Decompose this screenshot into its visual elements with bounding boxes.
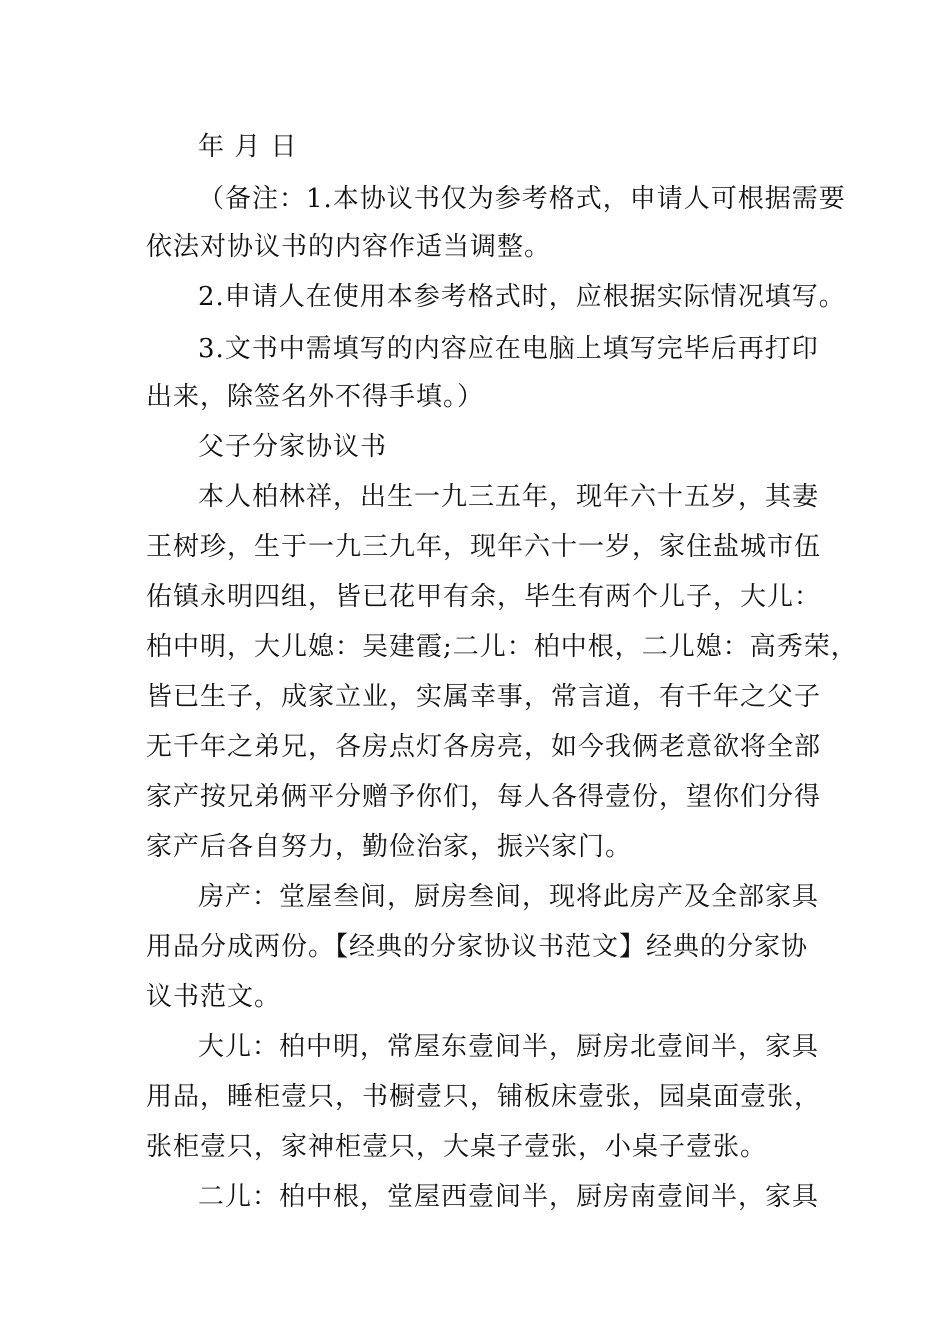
elder-son-line-1: 大儿：柏中明，常屋东壹间半，厨房北壹间半，家具 <box>198 1032 820 1062</box>
note-line-5: 出来，除签名外不得手填。） <box>146 382 485 412</box>
elder-son-line-3: 张柜壹只，家神柜壹只，大桌子壹张，小桌子壹张。 <box>146 1132 768 1162</box>
intro-line-7: 家产按兄弟俩平分赠予你们，每人各得壹份，望你们分得 <box>146 782 822 812</box>
date-line: 年 月 日 <box>198 132 298 162</box>
intro-line-6: 无千年之弟兄，各房点灯各房亮，如今我俩老意欲将全部 <box>146 732 822 762</box>
agreement-title: 父子分家协议书 <box>198 432 388 462</box>
intro-line-4: 柏中明，大儿媳：吴建霞;二儿：柏中根，二儿媳：高秀荣， <box>146 632 858 662</box>
note-line-4: 3.文书中需填写的内容应在电脑上填写完毕后再打印 <box>198 334 819 364</box>
intro-line-1: 本人柏林祥，出生一九三五年，现年六十五岁，其妻 <box>198 482 820 512</box>
note-line-2: 依法对协议书的内容作适当调整。 <box>146 232 552 262</box>
younger-son-line-1: 二儿：柏中根，堂屋西壹间半，厨房南壹间半，家具 <box>198 1182 820 1212</box>
elder-son-line-2: 用品，睡柜壹只，书橱壹只，铺板床壹张，园桌面壹张， <box>146 1082 822 1112</box>
intro-line-2: 王树珍，生于一九三九年，现年六十一岁，家住盐城市伍 <box>146 532 822 562</box>
note-line-3: 2.申请人在使用本参考格式时，应根据实际情况填写。 <box>198 282 846 312</box>
note-line-1: （备注：1.本协议书仅为参考格式，申请人可根据需要 <box>198 184 846 214</box>
intro-line-3: 佑镇永明四组，皆已花甲有余，毕生有两个儿子，大儿： <box>146 582 822 612</box>
property-line-1: 房产：堂屋叁间，厨房叁间，现将此房产及全部家具 <box>198 882 820 912</box>
property-line-3: 议书范文。 <box>146 982 282 1012</box>
property-line-2: 用品分成两份。【经典的分家协议书范文】经典的分家协 <box>146 932 809 962</box>
intro-line-8: 家产后各自努力，勤俭治家，振兴家门。 <box>146 832 633 862</box>
intro-line-5: 皆已生子，成家立业，实属幸事，常言道，有千年之父子 <box>146 682 822 712</box>
